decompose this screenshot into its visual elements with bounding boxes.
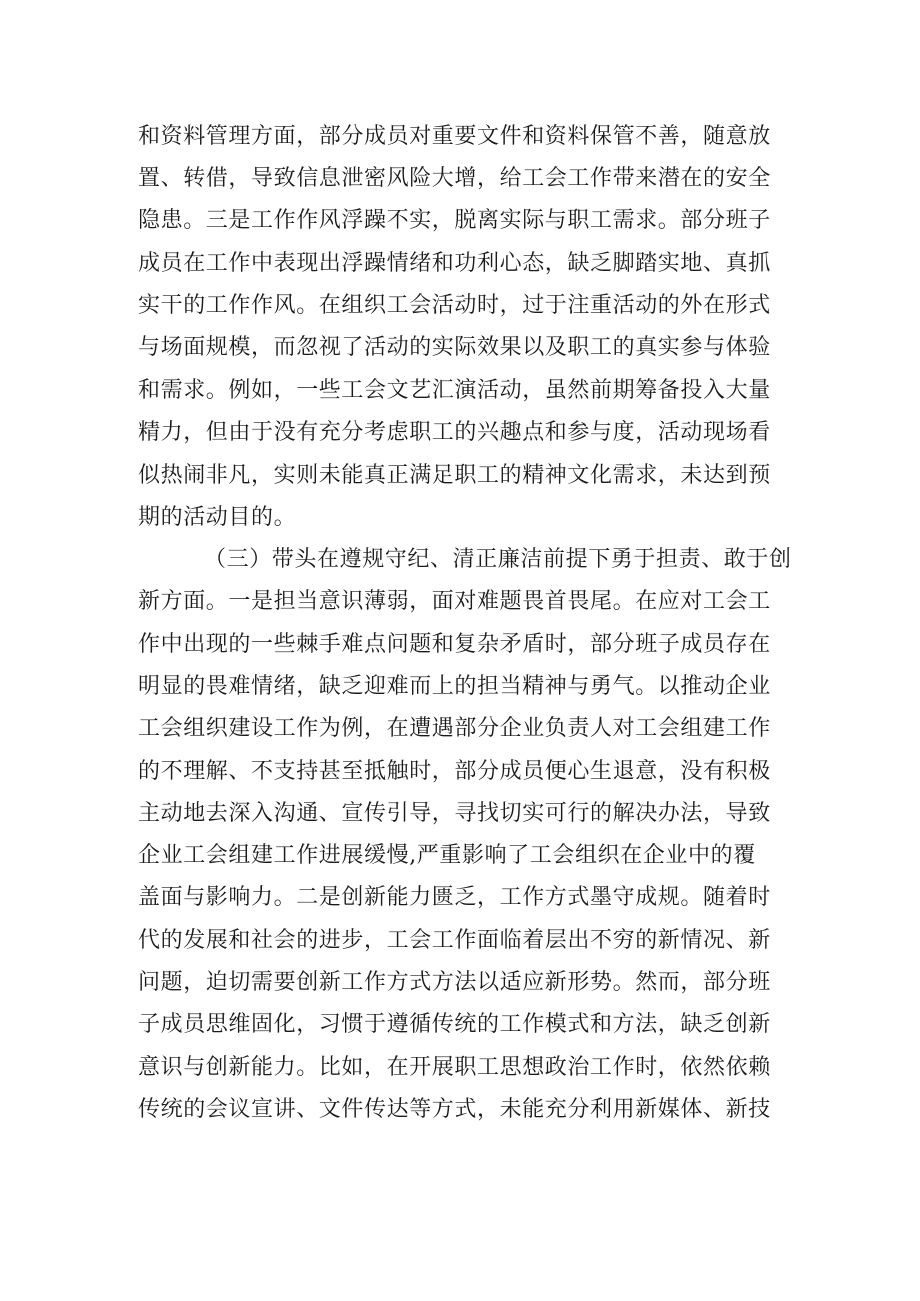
text-line: 工会组织建设工作为例，在遭遇部分企业负责人对工会组建工作 <box>138 716 771 741</box>
text-line: 精力，但由于没有充分考虑职工的兴趣点和参与度，活动现场看 <box>138 420 771 445</box>
text-line: 意识与创新能力。比如，在开展职工思想政治工作时，依然依赖 <box>138 1055 771 1080</box>
text-line: 传统的会议宣讲、文件传达等方式，未能充分利用新媒体、新技 <box>138 1097 771 1122</box>
text-line: 成员在工作中表现出浮躁情绪和功利心态，缺乏脚踏实地、真抓 <box>138 251 771 276</box>
text-line: 和资料管理方面，部分成员对重要文件和资料保管不善，随意放 <box>138 124 771 149</box>
text-line: 企业工会组建工作进展缓慢,严重影响了工会组织在企业中的覆 <box>138 843 756 868</box>
text-line: 问题，迫切需要创新工作方式方法以适应新形势。然而，部分班 <box>138 970 771 995</box>
text-line: 隐患。三是工作作风浮躁不实，脱离实际与职工需求。部分班子 <box>138 208 771 233</box>
text-line: 似热闹非凡，实则未能真正满足职工的精神文化需求，未达到预 <box>138 463 771 488</box>
text-line: 实干的工作作风。在组织工会活动时，过于注重活动的外在形式 <box>138 293 771 318</box>
text-line: 子成员思维固化，习惯于遵循传统的工作模式和方法，缺乏创新 <box>138 1012 771 1037</box>
text-line: 盖面与影响力。二是创新能力匮乏，工作方式墨守成规。随着时 <box>138 885 771 910</box>
text-line: 与场面规模，而忽视了活动的实际效果以及职工的真实参与体验 <box>138 335 771 360</box>
text-line: 明显的畏难情绪，缺乏迎难而上的担当精神与勇气。以推动企业 <box>138 674 771 699</box>
text-line: 作中出现的一些棘手难点问题和复杂矛盾时，部分班子成员存在 <box>138 632 771 657</box>
text-line: 新方面。一是担当意识薄弱，面对难题畏首畏尾。在应对工会工 <box>138 589 771 614</box>
text-line: 的不理解、不支持甚至抵触时，部分成员便心生退意，没有积极 <box>138 759 771 784</box>
text-line: 主动地去深入沟通、宣传引导，寻找切实可行的解决办法，导致 <box>138 801 771 826</box>
text-line: 代的发展和社会的进步，工会工作面临着层出不穷的新情况、新 <box>138 928 771 953</box>
text-line: 期的活动目的。 <box>138 505 297 530</box>
text-line: 和需求。例如，一些工会文艺汇演活动，虽然前期筹备投入大量 <box>138 378 771 403</box>
section-heading-line: （三）带头在遵规守纪、清正廉洁前提下勇于担责、敢于创 <box>204 547 792 572</box>
text-line: 置、转借，导致信息泄密风险大增，给工会工作带来潜在的安全 <box>138 166 771 191</box>
